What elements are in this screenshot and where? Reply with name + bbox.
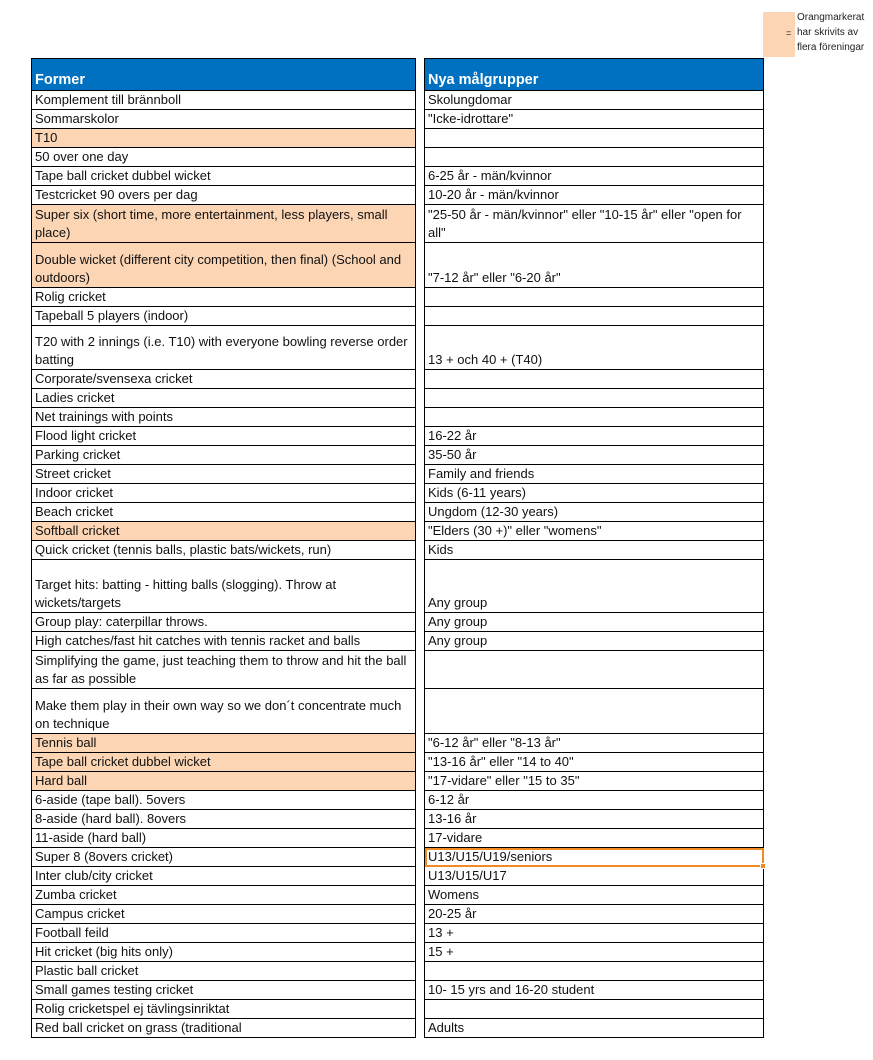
cell-former[interactable]: Parking cricket: [32, 446, 416, 465]
table-row: [32, 886, 416, 905]
cell-former[interactable]: Target hits: batting - hitting balls (slogging). Throw at wickets/targets: [32, 560, 416, 613]
table-row: [32, 1000, 416, 1019]
table-row: [32, 734, 416, 753]
former-table: [31, 58, 416, 1038]
table-row: [425, 632, 764, 651]
table-row: [32, 148, 416, 167]
table-row: [425, 484, 764, 503]
cell-former[interactable]: 50 over one day: [32, 148, 416, 167]
table-row: [425, 810, 764, 829]
table-row: [425, 110, 764, 129]
cell-former[interactable]: Small games testing cricket: [32, 981, 416, 1000]
table-row: [32, 288, 416, 307]
table-row: [425, 829, 764, 848]
target-table: [424, 58, 764, 1038]
cell-target[interactable]: [425, 129, 764, 148]
table-row: [425, 288, 764, 307]
cell-target[interactable]: [425, 288, 764, 307]
cell-former[interactable]: Corporate/svensexa cricket: [32, 370, 416, 389]
cell-former[interactable]: Sommarskolor: [32, 110, 416, 129]
table-row: [425, 205, 764, 243]
cell-target-selected[interactable]: U13/U15/U19/seniors: [425, 848, 764, 867]
table-row: [32, 326, 416, 370]
table-row: [32, 613, 416, 632]
table-row: [425, 734, 764, 753]
table-row: [32, 810, 416, 829]
table-row: [425, 541, 764, 560]
table-row: [425, 427, 764, 446]
cell-former[interactable]: Indoor cricket: [32, 484, 416, 503]
table-row: [425, 91, 764, 110]
header-former[interactable]: Former: [32, 59, 416, 91]
table-row: [32, 848, 416, 867]
cell-former[interactable]: Street cricket: [32, 465, 416, 484]
table-row: [425, 307, 764, 326]
cell-former[interactable]: Make them play in their own way so we don´t concentrate much on technique: [32, 689, 416, 734]
table-row: [425, 389, 764, 408]
table-row: [32, 307, 416, 326]
cell-former[interactable]: Tennis ball: [32, 734, 416, 753]
cell-former[interactable]: Red ball cricket on grass (traditional: [32, 1019, 416, 1038]
cell-target[interactable]: Ungdom (12-30 years): [425, 503, 764, 522]
cell-target[interactable]: [425, 307, 764, 326]
target-table-body: [425, 91, 764, 1038]
cell-former[interactable]: 8-aside (hard ball). 8overs: [32, 810, 416, 829]
table-row: [425, 560, 764, 613]
table-row: [32, 689, 416, 734]
cell-former[interactable]: High catches/fast hit catches with tennis racket and balls: [32, 632, 416, 651]
table-row: [425, 886, 764, 905]
cell-target[interactable]: 20-25 år: [425, 905, 764, 924]
cell-former[interactable]: Flood light cricket: [32, 427, 416, 446]
table-row: [425, 129, 764, 148]
cell-target[interactable]: 10- 15 yrs and 16-20 student: [425, 981, 764, 1000]
cell-target[interactable]: 13 + och 40 + (T40): [425, 326, 764, 370]
table-row: [425, 791, 764, 810]
table-row: [425, 848, 764, 867]
cell-former[interactable]: Komplement till brännboll: [32, 91, 416, 110]
table-row: [32, 981, 416, 1000]
cell-target[interactable]: "25-50 år - män/kvinnor" eller "10-15 år" eller "open for all": [425, 205, 764, 243]
cell-former[interactable]: Testcricket 90 overs per dag: [32, 186, 416, 205]
cell-former[interactable]: 6-aside (tape ball). 5overs: [32, 791, 416, 810]
cell-former[interactable]: Super 8 (8overs cricket): [32, 848, 416, 867]
cell-target[interactable]: "Elders (30 +)" eller "womens": [425, 522, 764, 541]
table-row: [32, 943, 416, 962]
cell-target[interactable]: "17-vidare" eller "15 to 35": [425, 772, 764, 791]
table-row: [32, 867, 416, 886]
table-row: [32, 446, 416, 465]
cell-former[interactable]: Football feild: [32, 924, 416, 943]
table-row: [32, 522, 416, 541]
cell-former[interactable]: Ladies cricket: [32, 389, 416, 408]
selection-fill-handle[interactable]: [760, 863, 766, 869]
table-row: [32, 560, 416, 613]
table-row: [425, 186, 764, 205]
cell-target[interactable]: [425, 689, 764, 734]
table-row: [32, 962, 416, 981]
legend-equals-sign: =: [786, 28, 792, 38]
table-row: [425, 503, 764, 522]
table-row: [32, 753, 416, 772]
table-row: [32, 427, 416, 446]
table-row: [32, 632, 416, 651]
cell-former[interactable]: Hit cricket (big hits only): [32, 943, 416, 962]
cell-former[interactable]: Net trainings with points: [32, 408, 416, 427]
cell-target[interactable]: 13 +: [425, 924, 764, 943]
cell-former[interactable]: Zumba cricket: [32, 886, 416, 905]
table-row: [32, 408, 416, 427]
cell-target[interactable]: 15 +: [425, 943, 764, 962]
cell-target[interactable]: 35-50 år: [425, 446, 764, 465]
table-row: [425, 1000, 764, 1019]
cell-target[interactable]: 10-20 år - män/kvinnor: [425, 186, 764, 205]
cell-former[interactable]: Super six (short time, more entertainment, less players, small place): [32, 205, 416, 243]
cell-target[interactable]: Skolungdomar: [425, 91, 764, 110]
table-row: [425, 689, 764, 734]
cell-target[interactable]: [425, 148, 764, 167]
table-row: [32, 129, 416, 148]
table-row: [425, 943, 764, 962]
cell-target[interactable]: [425, 1000, 764, 1019]
table-row: [425, 167, 764, 186]
table-row: [32, 167, 416, 186]
cell-former[interactable]: Beach cricket: [32, 503, 416, 522]
header-target-groups[interactable]: Nya målgrupper: [425, 59, 764, 91]
table-row: [32, 205, 416, 243]
cell-target[interactable]: 6-25 år - män/kvinnor: [425, 167, 764, 186]
cell-target[interactable]: U13/U15/U17: [425, 867, 764, 886]
table-row: [32, 924, 416, 943]
table-row: [32, 91, 416, 110]
table-row: [425, 753, 764, 772]
cell-former[interactable]: Hard ball: [32, 772, 416, 791]
cell-target[interactable]: Any group: [425, 613, 764, 632]
table-row: [425, 962, 764, 981]
table-row: [425, 981, 764, 1000]
cell-former[interactable]: Quick cricket (tennis balls, plastic bats/wickets, run): [32, 541, 416, 560]
cell-target[interactable]: "Icke-idrottare": [425, 110, 764, 129]
legend-text: Orangmarkerat har skrivits av flera föreningar: [797, 12, 865, 53]
cell-former[interactable]: Tape ball cricket dubbel wicket: [32, 753, 416, 772]
cell-former[interactable]: Tape ball cricket dubbel wicket: [32, 167, 416, 186]
cell-target[interactable]: Kids (6-11 years): [425, 484, 764, 503]
cell-target[interactable]: Adults: [425, 1019, 764, 1038]
table-row: [425, 867, 764, 886]
table-row: [32, 791, 416, 810]
table-row: [425, 651, 764, 689]
cell-former[interactable]: Group play: caterpillar throws.: [32, 613, 416, 632]
cell-target[interactable]: [425, 370, 764, 389]
table-row: [425, 522, 764, 541]
cell-target[interactable]: "7-12 år" eller "6-20 år": [425, 243, 764, 288]
cell-target[interactable]: [425, 651, 764, 689]
cell-target[interactable]: Womens: [425, 886, 764, 905]
cell-former[interactable]: Inter club/city cricket: [32, 867, 416, 886]
cell-former[interactable]: T20 with 2 innings (i.e. T10) with everyone bowling reverse order batting: [32, 326, 416, 370]
cell-target[interactable]: Family and friends: [425, 465, 764, 484]
cell-target[interactable]: Any group: [425, 632, 764, 651]
former-table-body: [32, 91, 416, 1038]
cell-target[interactable]: 17-vidare: [425, 829, 764, 848]
cell-former[interactable]: Rolig cricketspel ej tävlingsinriktat: [32, 1000, 416, 1019]
table-row: [425, 465, 764, 484]
cell-target[interactable]: [425, 389, 764, 408]
cell-former[interactable]: Simplifying the game, just teaching them to throw and hit the ball as far as possible: [32, 651, 416, 689]
cell-target[interactable]: [425, 962, 764, 981]
table-row: [425, 243, 764, 288]
table-row: [32, 186, 416, 205]
cell-target[interactable]: 6-12 år: [425, 791, 764, 810]
cell-target[interactable]: Any group: [425, 560, 764, 613]
table-row: [32, 829, 416, 848]
table-row: [425, 408, 764, 427]
cell-former[interactable]: Rolig cricket: [32, 288, 416, 307]
cell-former[interactable]: Campus cricket: [32, 905, 416, 924]
table-row: [425, 370, 764, 389]
table-row: [32, 465, 416, 484]
table-row: [32, 1019, 416, 1038]
cell-former[interactable]: 11-aside (hard ball): [32, 829, 416, 848]
cell-target[interactable]: 16-22 år: [425, 427, 764, 446]
cell-former[interactable]: T10: [32, 129, 416, 148]
table-row: [32, 370, 416, 389]
table-row: [32, 389, 416, 408]
table-row: [32, 541, 416, 560]
table-row: [32, 905, 416, 924]
table-row: [425, 446, 764, 465]
cell-target[interactable]: 13-16 år: [425, 810, 764, 829]
table-row: [425, 772, 764, 791]
table-row: [32, 503, 416, 522]
table-row: [32, 484, 416, 503]
table-row: [425, 148, 764, 167]
cell-target[interactable]: "6-12 år" eller "8-13 år": [425, 734, 764, 753]
cell-target[interactable]: [425, 408, 764, 427]
table-row: [425, 1019, 764, 1038]
table-row: [425, 613, 764, 632]
cell-former[interactable]: Plastic ball cricket: [32, 962, 416, 981]
table-row: [425, 924, 764, 943]
cell-target[interactable]: "13-16 år" eller "14 to 40": [425, 753, 764, 772]
cell-former[interactable]: Double wicket (different city competition, then final) (School and outdoors): [32, 243, 416, 288]
table-row: [32, 772, 416, 791]
table-row: [425, 905, 764, 924]
table-row: [425, 326, 764, 370]
table-row: [32, 243, 416, 288]
cell-former[interactable]: Softball cricket: [32, 522, 416, 541]
table-row: [32, 110, 416, 129]
cell-former[interactable]: Tapeball 5 players (indoor): [32, 307, 416, 326]
cell-target[interactable]: Kids: [425, 541, 764, 560]
table-row: [32, 651, 416, 689]
